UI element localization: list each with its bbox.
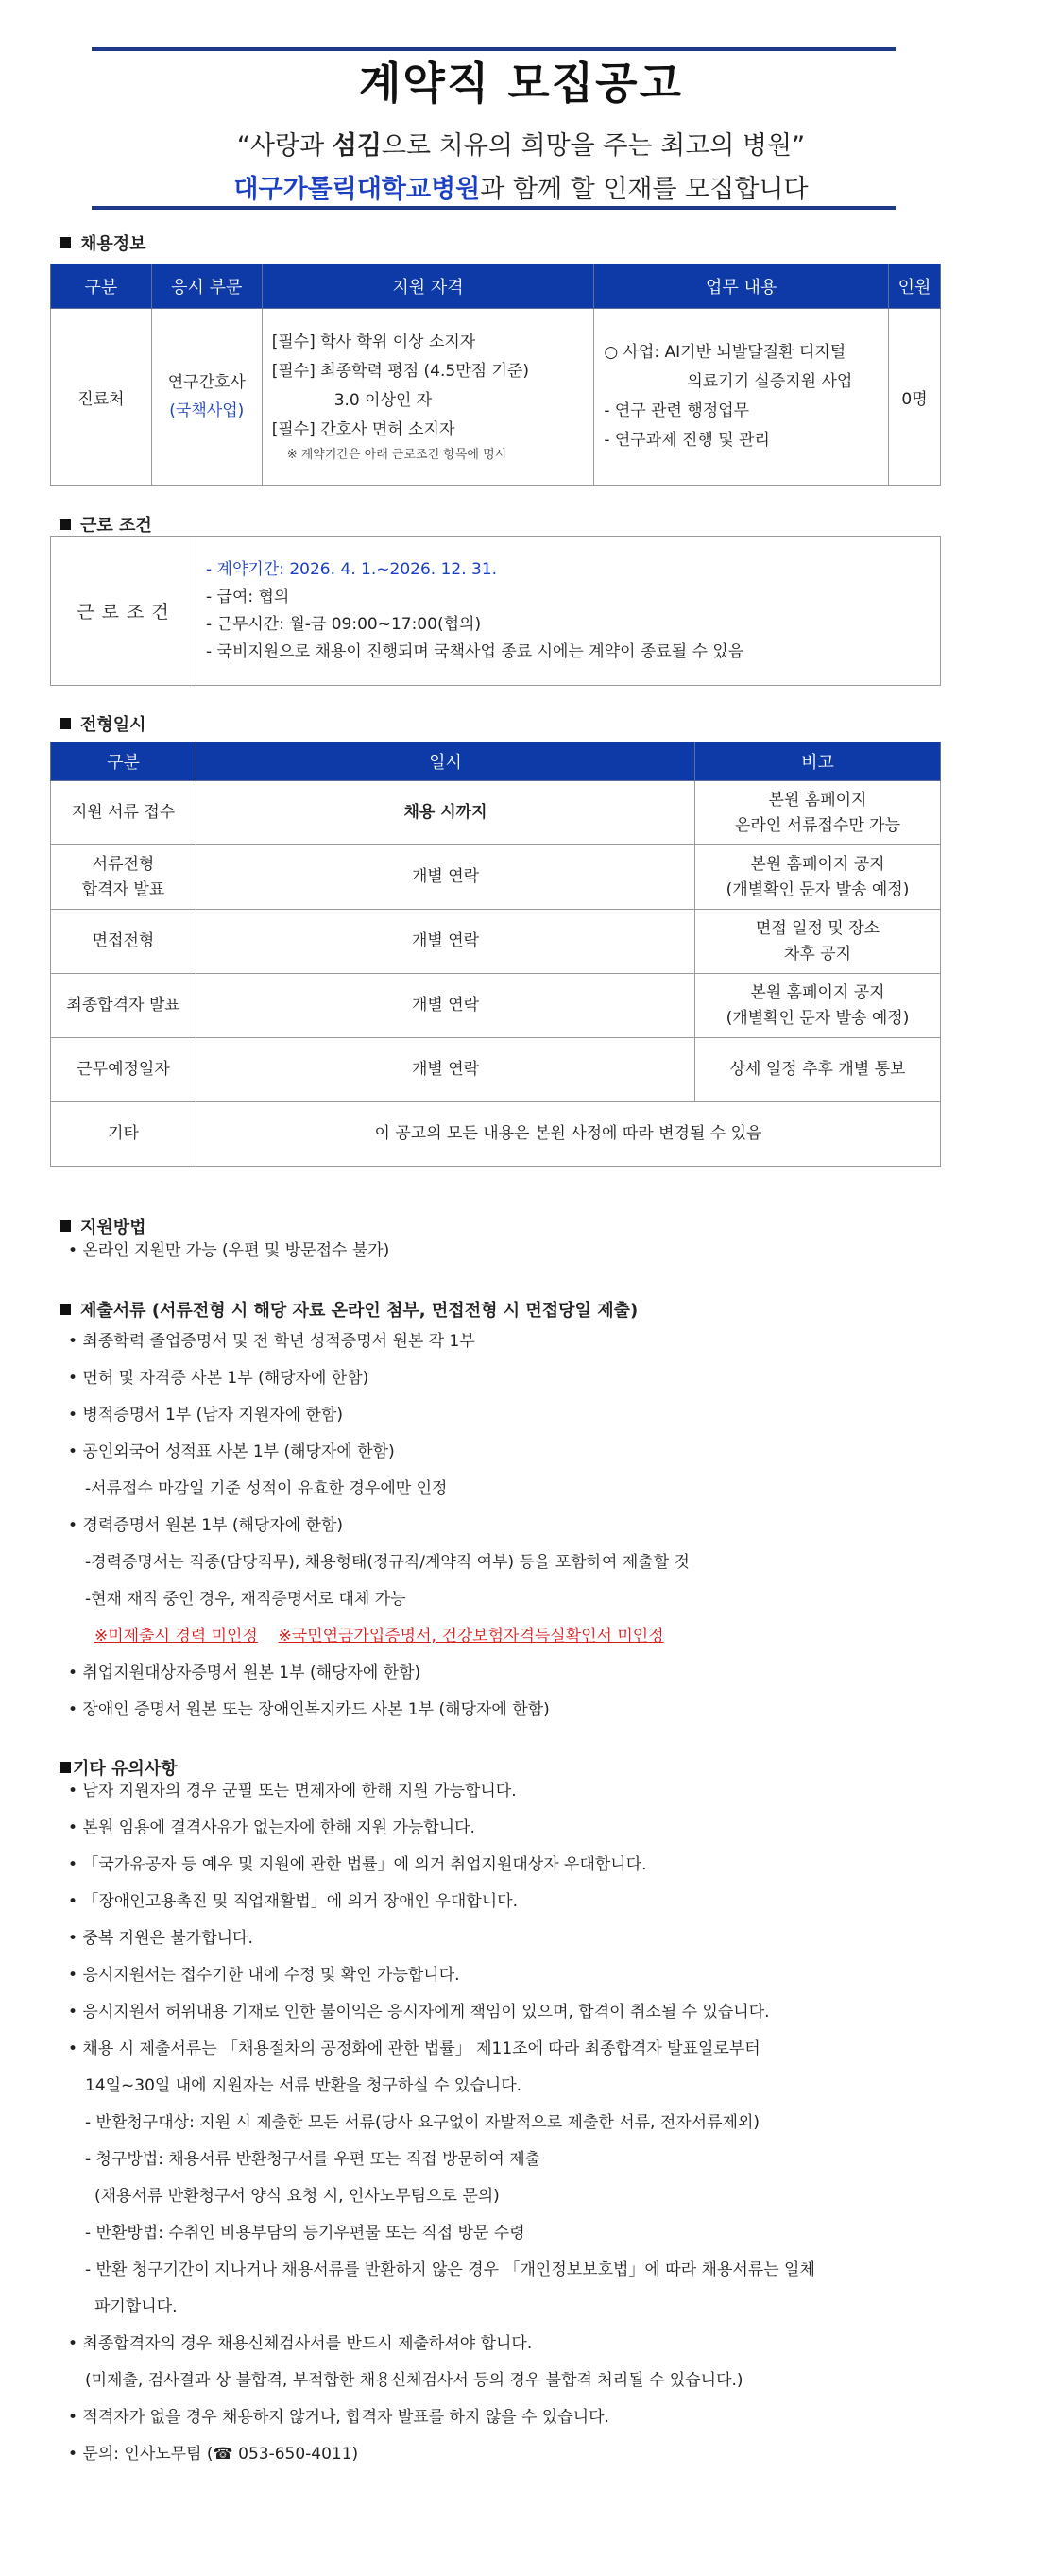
work-conditions-label: 근 로 조 건: [51, 537, 196, 686]
square-bullet-icon: [60, 1220, 71, 1232]
stage-cell: 면접전형: [51, 910, 196, 974]
list-item: • 응시지원서는 접수기한 내에 수정 및 확인 가능합니다.: [68, 1966, 460, 1985]
table-row: [51, 309, 941, 486]
documents-list: [68, 1323, 690, 1729]
note-cell: 본원 홈페이지 온라인 서류접수만 가능: [695, 781, 941, 845]
notes-list: [68, 1773, 815, 2473]
stage-cell: 근무예정일자: [51, 1038, 196, 1102]
list-item: • 적격자가 없을 경우 채용하지 않거나, 합격자 발표를 하지 않을 수 있습니다.: [68, 2408, 609, 2427]
list-item: -경력증명서는 직종(담당직무), 채용형태(정규직/계약직 여부) 등을 포함하여 제출할 것: [85, 1553, 690, 1572]
section-documents: 제출서류 (서류전형 시 해당 자료 온라인 첨부, 면접전형 시 면접당일 제출): [60, 1297, 638, 1322]
duties-cell: [594, 309, 889, 486]
square-bullet-icon: [60, 519, 71, 530]
list-item: • 취업지원대상자증명서 원본 1부 (해당자에 한함): [68, 1663, 421, 1682]
position-name: 연구간호사: [167, 373, 246, 392]
apply-method-list: [68, 1233, 389, 1270]
header-note: 비고: [695, 742, 941, 781]
position-sub: (국책사업): [169, 401, 245, 420]
header-stage: 구분: [51, 742, 196, 781]
list-item: • 중복 지원은 불가합니다.: [68, 1929, 253, 1948]
schedule-table-header: [51, 742, 941, 781]
warning-line: [68, 1618, 690, 1655]
table-row: [51, 1038, 941, 1102]
header-count: 인원: [889, 264, 941, 309]
square-bullet-icon: [60, 718, 71, 729]
list-item: • 「장애인고용촉진 및 직업재활법」에 의거 장애인 우대합니다.: [68, 1892, 518, 1911]
salary: - 급여: 협의: [206, 587, 290, 606]
dept-cell: 진료처: [51, 309, 152, 486]
list-item: • 경력증명서 원본 1부 (해당자에 한함): [68, 1516, 344, 1535]
date-cell: 개별 연락: [196, 845, 695, 910]
header-category: 구분: [51, 264, 152, 309]
list-item: - 반환청구대상: 지원 시 제출한 모든 서류(당사 요구없이 자발적으로 제출한 서류, 전자서류제외): [85, 2113, 760, 2132]
date-cell: 개별 연락: [196, 974, 695, 1038]
contract-period: - 계약기간: 2026. 4. 1.~2026. 12. 31.: [206, 559, 498, 579]
etc-text: 이 공고의 모든 내용은 본원 사정에 따라 변경될 수 있음: [196, 1102, 941, 1167]
qual-note: ※ 계약기간은 아래 근로조건 항목에 명시: [286, 448, 507, 462]
list-item: 파기합니다.: [94, 2297, 178, 2316]
stage-cell: 서류전형 합격자 발표: [51, 845, 196, 910]
slogan-hospital: [0, 168, 1042, 205]
list-item: - 반환방법: 수취인 비용부담의 등기우편물 또는 직접 방문 수령: [85, 2224, 525, 2243]
table-row: [51, 974, 941, 1038]
warning-career: ※미제출시 경력 미인정: [94, 1627, 258, 1646]
work-conditions-list: [196, 537, 941, 686]
hospital-name: 대구가톨릭대학교병원: [233, 175, 481, 204]
list-item: 14일~30일 내에 지원자는 서류 반환을 청구하실 수 있습니다.: [85, 2076, 522, 2095]
header-date: 일시: [196, 742, 695, 781]
qual-item: [필수] 최종학력 평점 (4.5만점 기준): [271, 362, 529, 381]
list-item: • 「국가유공자 등 예우 및 지원에 관한 법률」에 의거 취업지원대상자 우대합니다.: [68, 1855, 647, 1874]
stage-cell: 최종합격자 발표: [51, 974, 196, 1038]
list-item: • 온라인 지원만 가능 (우편 및 방문접수 불가): [68, 1241, 390, 1260]
list-item: • 면허 및 자격증 사본 1부 (해당자에 한함): [68, 1369, 369, 1388]
header-position: 응시 부문: [151, 264, 262, 309]
qual-item: [필수] 학사 학위 이상 소지자: [271, 333, 476, 351]
section-notes: 기타 유의사항: [60, 1755, 178, 1780]
duty-item: - 연구 관련 행정업무: [604, 401, 750, 420]
header-qualification: 지원 자격: [262, 264, 594, 309]
list-item: -현재 재직 중인 경우, 재직증명서로 대체 가능: [85, 1590, 406, 1609]
section-apply-method: 지원방법: [60, 1214, 146, 1238]
section-recruit-info: 채용정보: [60, 230, 146, 255]
section-schedule: 전형일시: [60, 711, 146, 736]
header-duties: 업무 내용: [594, 264, 889, 309]
square-bullet-icon: [60, 1304, 71, 1315]
count-cell: 0명: [889, 309, 941, 486]
list-item: • 최종학력 졸업증명서 및 전 학년 성적증명서 원본 각 1부: [68, 1332, 475, 1351]
list-item: • 채용 시 제출서류는 「채용절차의 공정화에 관한 법률」 제11조에 따라 최종합격자 발표일로부터: [68, 2039, 760, 2058]
duty-item: 의료기기 실증지원 사업: [687, 372, 853, 391]
work-conditions-table: [50, 536, 941, 686]
list-item: • 공인외국어 성적표 사본 1부 (해당자에 한함): [68, 1442, 395, 1461]
etc-label: 기타: [51, 1102, 196, 1167]
note-cell: 본원 홈페이지 공지 (개별확인 문자 발송 예정): [695, 974, 941, 1038]
date-cell: 채용 시까지: [196, 781, 695, 845]
table-row: [51, 845, 941, 910]
page-title: 계약직 모집공고: [358, 58, 684, 109]
qual-item: 3.0 이상인 자: [333, 391, 433, 410]
work-hours: - 근무시간: 월-금 09:00~17:00(협의): [206, 614, 482, 634]
slogan-pre: “사랑과: [236, 131, 333, 161]
list-item: -서류접수 마감일 기준 성적이 유효한 경우에만 인정: [85, 1479, 448, 1498]
list-item: (채용서류 반환청구서 양식 요청 시, 인사노무팀으로 문의): [94, 2187, 500, 2206]
date-cell: 개별 연락: [196, 910, 695, 974]
list-item: - 반환 청구기간이 지나거나 채용서류를 반환하지 않은 경우 「개인정보보호법」에 따라 채용서류는 일체: [85, 2260, 815, 2279]
slogan-post: 으로 치유의 희망을 주는 최고의 병원”: [381, 131, 806, 161]
table-row: [51, 781, 941, 845]
slogan-bold: 섬김: [332, 131, 382, 161]
header-bottom-rule: [92, 206, 896, 210]
note-cell: 본원 홈페이지 공지 (개별확인 문자 발송 예정): [695, 845, 941, 910]
table-row: [51, 1102, 941, 1167]
stage-cell: 지원 서류 접수: [51, 781, 196, 845]
list-item: • 최종합격자의 경우 채용신체검사서를 반드시 제출하셔야 합니다.: [68, 2334, 533, 2353]
list-item: • 본원 임용에 결격사유가 없는자에 한해 지원 가능합니다.: [68, 1818, 475, 1837]
duty-item: ○ 사업: AI기반 뇌발달질환 디지털: [604, 343, 846, 362]
recruit-table: [50, 264, 941, 486]
table-row: [51, 537, 941, 686]
duty-item: - 연구과제 진행 및 관리: [604, 431, 770, 450]
contact-line: • 문의: 인사노무팀 (☎ 053-650-4011): [68, 2445, 359, 2464]
list-item: • 병적증명서 1부 (남자 지원자에 한함): [68, 1406, 344, 1424]
funding-note: - 국비지원으로 채용이 진행되며 국책사업 종료 시에는 계약이 종료될 수 있음: [206, 641, 744, 661]
list-item: - 청구방법: 채용서류 반환청구서를 우편 또는 직접 방문하여 제출: [85, 2150, 541, 2169]
qual-item: [필수] 간호사 면허 소지자: [271, 420, 455, 439]
slogan: [0, 125, 1042, 162]
list-item: • 장애인 증명서 원본 또는 장애인복지카드 사본 1부 (해당자에 한함): [68, 1700, 550, 1719]
list-item: (미제출, 검사결과 상 불합격, 부적합한 채용신체검사서 등의 경우 불합격 처리될 수 있습니다.): [85, 2371, 743, 2390]
note-cell: 상세 일정 추후 개별 통보: [695, 1038, 941, 1102]
slogan2-post: 과 함께 할 인재를 모집합니다: [480, 175, 809, 204]
square-bullet-icon: [60, 237, 71, 248]
note-cell: 면접 일정 및 장소 차후 공지: [695, 910, 941, 974]
list-item: • 응시지원서 허위내용 기재로 인한 불이익은 응시자에게 책임이 있으며, 합격이 취소될 수 있습니다.: [68, 2003, 770, 2022]
position-cell: [151, 309, 262, 486]
square-bullet-icon: [60, 1762, 71, 1773]
qualification-cell: [262, 309, 594, 486]
date-cell: 개별 연락: [196, 1038, 695, 1102]
table-row: [51, 910, 941, 974]
schedule-table: [50, 742, 941, 1167]
recruit-table-header: [51, 264, 941, 309]
warning-certificates: ※국민연금가입증명서, 건강보험자격득실확인서 미인정: [278, 1627, 664, 1646]
list-item: • 남자 지원자의 경우 군필 또는 면제자에 한해 지원 가능합니다.: [68, 1782, 517, 1800]
section-work-conditions: 근로 조건: [60, 512, 152, 537]
